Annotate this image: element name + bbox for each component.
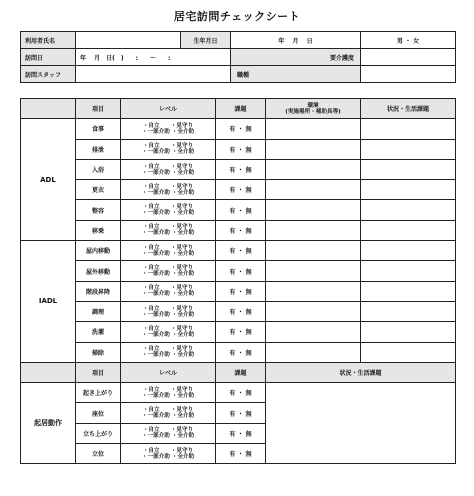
status-field[interactable]	[361, 261, 456, 281]
level-options[interactable]	[121, 403, 216, 423]
job-label: 職種	[231, 66, 361, 83]
user-name-label: 利用者氏名	[21, 32, 76, 49]
level-line-2[interactable]: ・一部介助 ・全介助	[141, 230, 195, 237]
issue-options[interactable]: 有 ・ 無	[216, 322, 266, 342]
level-line-2[interactable]: ・一部介助 ・全介助	[141, 392, 195, 399]
environment-field[interactable]	[266, 342, 361, 362]
status-field[interactable]	[361, 200, 456, 220]
page-title: 居宅訪問チェックシート	[173, 10, 301, 23]
table-row	[21, 322, 456, 342]
level-line-1[interactable]: ・自立 ・見守り	[142, 325, 194, 332]
level-line-2[interactable]: ・一部介助 ・全介助	[141, 453, 195, 460]
environment-field[interactable]	[266, 281, 361, 301]
environment-field[interactable]	[266, 241, 361, 261]
table-row	[21, 301, 456, 321]
header-blank	[21, 362, 76, 382]
header-issue: 課題	[216, 99, 266, 119]
level-line-1[interactable]: ・自立 ・見守り	[142, 285, 194, 292]
level-options[interactable]	[121, 342, 216, 362]
table-row	[21, 281, 456, 301]
level-line-2[interactable]: ・一部介助 ・全介助	[141, 433, 195, 440]
level-line-1[interactable]: ・自立 ・見守り	[142, 143, 194, 150]
level-line-2[interactable]: ・一部介助 ・全介助	[141, 128, 195, 135]
issue-options[interactable]: 有 ・ 無	[216, 281, 266, 301]
level-options[interactable]	[121, 322, 216, 342]
staff-label: 訪問スタッフ	[21, 66, 76, 83]
table-row	[21, 383, 456, 403]
environment-field[interactable]	[266, 200, 361, 220]
header-environment-sub: (実施場所・補助具等)	[285, 108, 341, 115]
birth-date-label: 生年月日	[181, 32, 231, 49]
header-status: 状況・生活課題	[361, 99, 456, 119]
header-level: レベル	[121, 99, 216, 119]
issue-options[interactable]: 有 ・ 無	[216, 200, 266, 220]
level-options[interactable]	[121, 444, 216, 464]
status-field[interactable]	[361, 180, 456, 200]
environment-field[interactable]	[266, 139, 361, 159]
birth-date-field[interactable]: 年 月 日	[231, 32, 361, 49]
issue-options[interactable]: 有 ・ 無	[216, 383, 266, 403]
visit-date-field[interactable]: 年 月 日( ) : ～ :	[76, 49, 231, 66]
level-line-2[interactable]: ・一部介助 ・全介助	[141, 169, 195, 176]
table-row	[21, 220, 456, 240]
level-options[interactable]	[121, 281, 216, 301]
level-line-2[interactable]: ・一部介助 ・全介助	[141, 250, 195, 257]
user-info-table	[20, 31, 456, 83]
level-line-1[interactable]: ・自立 ・見守り	[142, 224, 194, 231]
level-line-1[interactable]: ・自立 ・見守り	[142, 407, 194, 414]
level-line-2[interactable]: ・一部介助 ・全介助	[141, 311, 195, 318]
level-line-1[interactable]: ・自立 ・見守り	[142, 346, 194, 353]
header-issue: 課題	[216, 362, 266, 382]
status-field[interactable]	[361, 159, 456, 179]
section-label: 起居動作	[21, 383, 76, 464]
header-row	[21, 99, 456, 119]
level-options[interactable]	[121, 301, 216, 321]
item-label: 入浴	[76, 159, 121, 179]
table-row	[21, 241, 456, 261]
care-level-field[interactable]	[361, 49, 456, 66]
level-options[interactable]	[121, 261, 216, 281]
level-line-2[interactable]: ・一部介助 ・全介助	[141, 352, 195, 359]
table-row	[21, 159, 456, 179]
level-options[interactable]	[121, 423, 216, 443]
level-options[interactable]	[121, 241, 216, 261]
environment-field[interactable]	[266, 220, 361, 240]
status-field[interactable]	[361, 322, 456, 342]
level-line-1[interactable]: ・自立 ・見守り	[142, 244, 194, 251]
table-row	[21, 261, 456, 281]
header-item: 項目	[76, 362, 121, 382]
visit-date-label: 訪問日	[21, 49, 76, 66]
level-line-1[interactable]: ・自立 ・見守り	[142, 305, 194, 312]
level-line-2[interactable]: ・一部介助 ・全介助	[141, 291, 195, 298]
header-status: 状況・生活課題	[266, 362, 456, 382]
job-field[interactable]	[361, 66, 456, 83]
issue-options[interactable]: 有 ・ 無	[216, 444, 266, 464]
table-row	[21, 342, 456, 362]
level-options[interactable]	[121, 159, 216, 179]
level-options[interactable]	[121, 220, 216, 240]
item-label: 屋外移動	[76, 261, 121, 281]
table-row	[21, 139, 456, 159]
issue-options[interactable]: 有 ・ 無	[216, 180, 266, 200]
environment-field[interactable]	[266, 119, 361, 139]
item-label: 起き上がり	[76, 383, 121, 403]
level-line-1[interactable]: ・自立 ・見守り	[142, 386, 194, 393]
level-options[interactable]	[121, 139, 216, 159]
status-field[interactable]	[266, 383, 456, 464]
issue-options[interactable]: 有 ・ 無	[216, 220, 266, 240]
environment-field[interactable]	[266, 301, 361, 321]
level-line-2[interactable]: ・一部介助 ・全介助	[141, 271, 195, 278]
header-blank	[21, 99, 76, 119]
level-line-2[interactable]: ・一部介助 ・全介助	[141, 413, 195, 420]
status-field[interactable]	[361, 241, 456, 261]
issue-options[interactable]: 有 ・ 無	[216, 139, 266, 159]
header-environment-title: 環境	[307, 102, 319, 109]
issue-options[interactable]: 有 ・ 無	[216, 423, 266, 443]
care-level-label: 要介護度	[231, 49, 361, 66]
level-options[interactable]	[121, 180, 216, 200]
table-row	[21, 180, 456, 200]
status-field[interactable]	[361, 301, 456, 321]
level-line-1[interactable]: ・自立 ・見守り	[142, 122, 194, 129]
environment-field[interactable]	[266, 180, 361, 200]
level-line-2[interactable]: ・一部介助 ・全介助	[141, 189, 195, 196]
header-item: 項目	[76, 99, 121, 119]
issue-options[interactable]: 有 ・ 無	[216, 159, 266, 179]
issue-options[interactable]: 有 ・ 無	[216, 261, 266, 281]
status-field[interactable]	[361, 220, 456, 240]
header-row	[21, 362, 456, 382]
table-row	[21, 200, 456, 220]
item-label: 屋内移動	[76, 241, 121, 261]
item-label: 立位	[76, 444, 121, 464]
item-label: 排泄	[76, 139, 121, 159]
level-line-1[interactable]: ・自立 ・見守り	[142, 265, 194, 272]
level-options[interactable]	[121, 200, 216, 220]
staff-field[interactable]	[76, 66, 231, 83]
item-label: 立ち上がり	[76, 423, 121, 443]
level-line-2[interactable]: ・一部介助 ・全介助	[141, 149, 195, 156]
level-line-1[interactable]: ・自立 ・見守り	[142, 447, 194, 454]
level-line-1[interactable]: ・自立 ・見守り	[142, 427, 194, 434]
item-label: 食事	[76, 119, 121, 139]
checklist-table	[20, 98, 456, 464]
issue-options[interactable]: 有 ・ 無	[216, 241, 266, 261]
issue-options[interactable]: 有 ・ 無	[216, 119, 266, 139]
level-line-1[interactable]: ・自立 ・見守り	[142, 204, 194, 211]
item-label: 移乗	[76, 220, 121, 240]
table-row	[21, 119, 456, 139]
status-field[interactable]	[361, 281, 456, 301]
level-line-1[interactable]: ・自立 ・見守り	[142, 163, 194, 170]
section-label: ADL	[21, 119, 76, 241]
item-label: 座位	[76, 403, 121, 423]
level-line-2[interactable]: ・一部介助 ・全介助	[141, 210, 195, 217]
level-line-2[interactable]: ・一部介助 ・全介助	[141, 331, 195, 338]
status-field[interactable]	[361, 342, 456, 362]
item-label: 調理	[76, 301, 121, 321]
item-label: 掃除	[76, 342, 121, 362]
status-field[interactable]	[361, 119, 456, 139]
environment-field[interactable]	[266, 261, 361, 281]
item-label: 更衣	[76, 180, 121, 200]
gender-field[interactable]: 男 ・ 女	[361, 32, 456, 49]
issue-options[interactable]: 有 ・ 無	[216, 301, 266, 321]
issue-options[interactable]: 有 ・ 無	[216, 403, 266, 423]
section-label: IADL	[21, 241, 76, 363]
environment-field[interactable]	[266, 322, 361, 342]
item-label: 整容	[76, 200, 121, 220]
header-level: レベル	[121, 362, 216, 382]
issue-options[interactable]: 有 ・ 無	[216, 342, 266, 362]
status-field[interactable]	[361, 139, 456, 159]
item-label: 洗濯	[76, 322, 121, 342]
user-name-field[interactable]	[76, 32, 181, 49]
level-options[interactable]	[121, 383, 216, 403]
level-line-1[interactable]: ・自立 ・見守り	[142, 183, 194, 190]
item-label: 階段昇降	[76, 281, 121, 301]
header-environment	[266, 99, 361, 119]
level-options[interactable]	[121, 119, 216, 139]
environment-field[interactable]	[266, 159, 361, 179]
